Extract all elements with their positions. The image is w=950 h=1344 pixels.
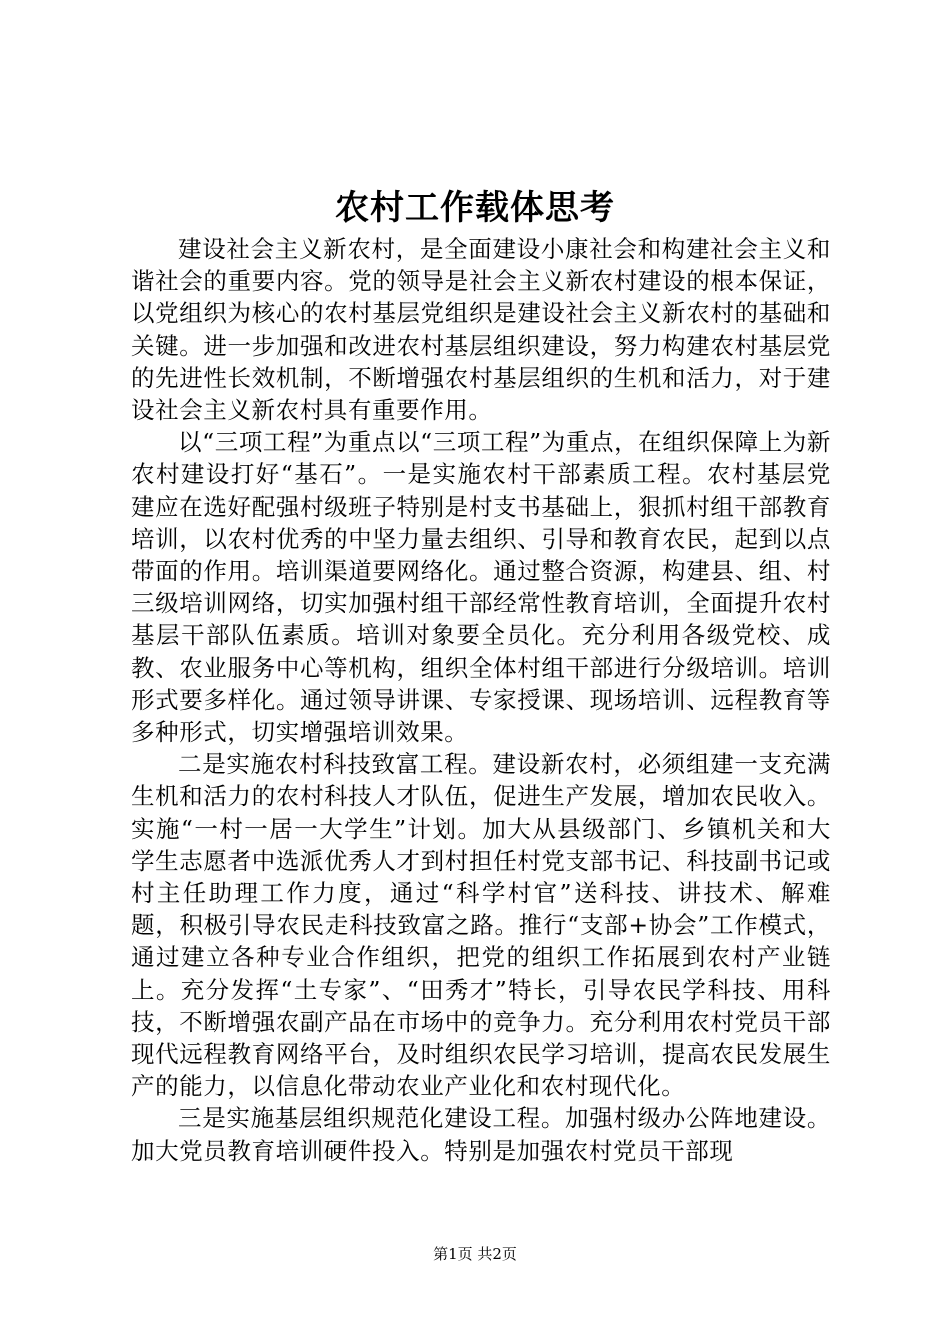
- document-body: [131, 233, 831, 1167]
- paragraph-standardization: 三是实施基层组织规范化建设工程。加强村级办公阵地建设。加大党员教育培训硬件投入。特别是加强农村党员干部现: [131, 1104, 831, 1165]
- paragraph-tech-wealth: 二是实施农村科技致富工程。建设新农村，必须组建一支充满生机和活力的农村科技人才队伍，促进生产发展，增加农民收入。实施“一村一居一大学生”计划。加大从县级部门、乡镇机关和大学生志愿者中选派优秀人才到村担任村党支部书记、科技副书记或村主任助理工作力度，通过“科学村官”送科技、讲技术、解难题，积极引导农民走科技致富之路。推行“支部+协会”工作模式，通过建立各种专业合作组织，把党的组织工作拓展到农村产业链上。充分发挥“土专家”、“田秀才”特长，引导农民学科技、用科技，不断增强农副产品在市场中的竞争力。充分利用农村党员干部现代远程教育网络平台，及时组织农民学习培训，提高农民发展生产的能力，以信息化带动农业产业化和农村现代化。: [131, 750, 831, 1101]
- document-title: 农村工作载体思考: [335, 188, 615, 228]
- page-footer: [0, 1244, 950, 1264]
- paragraph-three-projects: 以“三项工程”为重点以“三项工程”为重点，在组织保障上为新农村建设打好“基石”。一是实施农村干部素质工程。农村基层党建应在选好配强村级班子特别是村支书基础上，狠抓村组干部教育培训，以农村优秀的中坚力量去组织、引导和教育农民，起到以点带面的作用。培训渠道要网络化。通过整合资源，构建县、组、村三级培训网络，切实加强村组干部经常性教育培训，全面提升农村基层干部队伍素质。培训对象要全员化。充分利用各级党校、成教、农业服务中心等机构，组织全体村组干部进行分级培训。培训形式要多样化。通过领导讲课、专家授课、现场培训、远程教育等多种形式，切实增强培训效果。: [131, 428, 831, 747]
- page-number: 第1页 共2页: [433, 1245, 517, 1263]
- paragraph-intro: 建设社会主义新农村，是全面建设小康社会和构建社会主义和谐社会的重要内容。党的领导是社会主义新农村建设的根本保证，以党组织为核心的农村基层党组织是建设社会主义新农村的基础和关键。进一步加强和改进农村基层组织建设，努力构建农村基层党的先进性长效机制，不断增强农村基层组织的生机和活力，对于建设社会主义新农村具有重要作用。: [131, 235, 831, 425]
